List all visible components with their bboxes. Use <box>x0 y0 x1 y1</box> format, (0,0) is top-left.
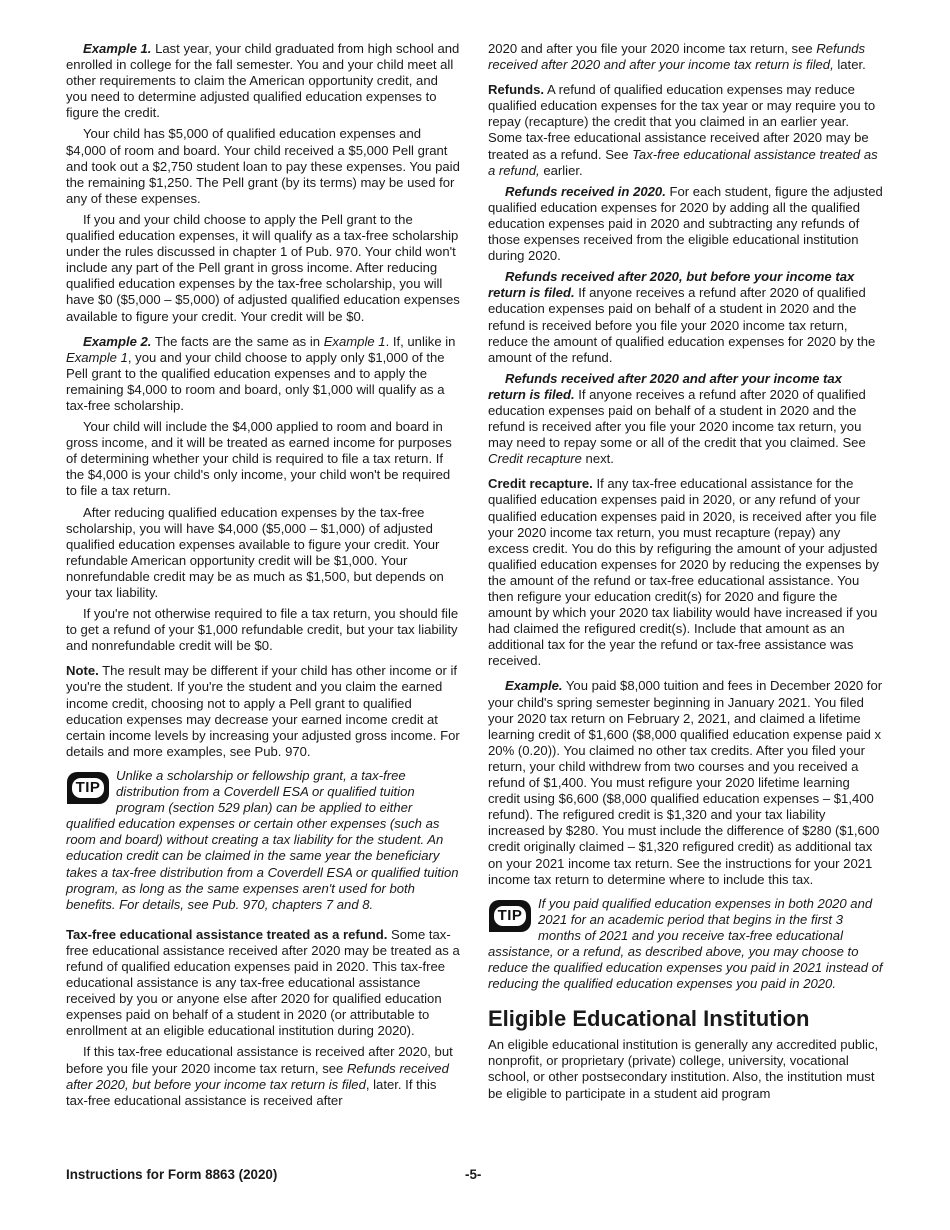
note-paragraph <box>66 663 461 760</box>
text: If any tax-free educational assistance for the qualified education expenses paid in 2020, or any refund of your qualified education expenses paid in 2020, is received after you file your 2020 income tax return, you must recapture (repay) any excess credit. You do this by refiguring the amount of your adjusted qualified education expenses for 2020 by reducing the expenses by the amount of the refund or tax-free educational assistance. You then refigure your education credit(s) for 2020 and figure the amount by which your 2020 tax liability would have increased if you had claimed the refigured credit(s). Include that amount as an additional tax for the year the refund or tax-free assistance was received. <box>488 476 879 669</box>
footer-title: Instructions for Form 8863 (2020) <box>66 1167 278 1182</box>
page-number: -5- <box>465 1167 482 1182</box>
tax-free-assistance-paragraph <box>66 927 461 1040</box>
paragraph: After reducing qualified education expenses by the tax-free scholarship, you will have $4,000 ($5,000 – $1,000) of adjusted qualified education expenses available to figure your credit. Your refundable American opportunity credit will be $1,000. Your nonrefundable credit may be as much as $1,500, but depends on your tax liability. <box>66 504 444 600</box>
text: You paid $8,000 tuition and fees in December 2020 for your child's spring semester beginning in January 2021. You filed your 2020 tax return on February 2, 2021, and claimed a lifetime learning credit of $1,600 ($8,000 qualified education expense paid x 20% (0.20)). You claimed no other tax credits. After you filed your return, your child withdrew from two courses and you received a refund of $1,400. You must refigure your 2020 lifetime learning credit using $6,600 ($8,000 qualified education expenses – $1,400 refund). The refigured credit is $1,320 and your tax liability increased by $280. You must include the difference of $280 ($1,600 credit originally claimed – $1,320 refigured credit) as additional tax on your 2021 income tax return. See the instructions for your 2021 income tax return to determine where to include this tax. <box>488 678 883 887</box>
note-lead: Note. <box>66 663 99 679</box>
refunds-after-paragraph <box>488 371 883 468</box>
tip-box <box>66 768 461 913</box>
text: next. <box>585 451 614 467</box>
reference: Tax-free educational assistance treated as a refund, <box>488 146 878 178</box>
reference: Example 1 <box>66 349 128 365</box>
text: Some tax-free educational assistance received after 2020 may be treated as a refund of qualified education expenses paid in 2020. This tax-free educational assistance is any tax-free educational assistance received by you or anyone else after 2020 for qualified education expenses paid on behalf of a student in 2020 (or attributable to enrollment at an eligible educational institution during 2020). <box>66 926 460 1039</box>
tax-free-assistance-lead: Tax-free educational assistance treated as a refund. <box>66 926 388 942</box>
paragraph <box>66 1044 461 1108</box>
continued-paragraph <box>488 41 883 73</box>
text: The facts are the same as in <box>154 333 321 349</box>
reference: Credit recapture <box>488 451 582 467</box>
tip-text: If you paid qualified education expenses in both 2020 and 2021 for an academic period that begins in the first 3 months of 2021 and you receive tax-free educational assistance, or a refund, as described above, you may choose to reduce the qualified education expenses you paid in 2021 instead of reducing the qualified education expenses you paid in 2020. <box>488 895 883 992</box>
credit-recapture-paragraph <box>488 476 883 669</box>
example-2-lead: Example 2. <box>83 333 152 349</box>
example-lead: Example. <box>505 678 563 694</box>
refunds-2020-paragraph <box>488 184 883 264</box>
text: If anyone receives a refund after 2020 of qualified education expenses paid on behalf of a student in 2020 and the refund is received after you file your 2020 income tax return, you may need to repay some or all of the credit that you claimed. See <box>488 386 866 451</box>
refunds-before-paragraph <box>488 269 883 366</box>
credit-recapture-lead: Credit recapture. <box>488 476 593 492</box>
paragraph: If you and your child choose to apply the Pell grant to the qualified education expenses, it will qualify as a tax-free scholarship under the rules discussed in chapter 1 of Pub. 970. Your child won't include any part of the Pell grant in gross income. After reducing qualified education expenses by the tax-free scholarship, you will have $0 ($5,000 – $5,000) of adjusted qualified education expenses available to figure your credit. Your credit will be $0. <box>66 211 460 324</box>
tip-text: Unlike a scholarship or fellowship grant, a tax-free distribution from a Coverdell ESA or qualified tuition program (section 529 plan) can be applied to either qualified education expenses or certain other expenses (such as room and board) without creating a tax liability for the student. An education credit can be claimed in the same year the beneficiary takes a tax-free distribution from a Coverdell ESA or qualified tuition program, as long as the same expenses aren't used for both benefits. For details, see Pub. 970, chapters 7 and 8. <box>66 767 459 912</box>
text: . If, unlike in <box>385 333 456 349</box>
text: earlier. <box>543 162 583 178</box>
text: If anyone receives a refund after 2020 of qualified education expenses paid on behalf of a student in 2020 and the refund is received before you file your 2020 income tax return, reduce the amount of qualified education expenses for 2020 by the amount of the refund. <box>488 285 876 365</box>
example-paragraph <box>488 678 883 887</box>
text: 2020 and after you file your 2020 income tax return, see <box>488 41 813 56</box>
example-2-paragraph <box>66 334 461 414</box>
refunds-2020-lead: Refunds received in 2020. <box>505 183 666 199</box>
paragraph: If you're not otherwise required to file a tax return, you should file to get a refund of your $1,000 refundable credit, but your tax liability and nonrefundable credit will be $0. <box>66 606 459 654</box>
text: A refund of qualified education expenses may reduce qualified education expenses for the tax year or may require you to repay (recapture) the credit that you claimed in an earlier year. Some tax-free educational assistance received after 2020 may be treated as a refund. See <box>488 82 876 162</box>
text: If this tax-free educational assistance is received after 2020, but before you file your 2020 income tax return, see <box>66 1044 453 1076</box>
paragraph: Your child will include the $4,000 applied to room and board in gross income, and it will be treated as earned income for purposes of determining whether your child is required to file a tax return. If the $4,000 is your child's only income, your child won't be required to file a tax return. <box>66 419 452 499</box>
paragraph: Your child has $5,000 of qualified education expenses and $4,000 of room and board. Your child received a $5,000 Pell grant and took out a $2,750 student loan to pay these expenses. You paid the remaining $1,250. The Pell grant (by its terms) may be used for any of these expenses. <box>66 126 460 206</box>
refunds-before-lead: Refunds received after 2020, but before your income tax return is filed. <box>488 269 855 301</box>
section-heading: Eligible Educational Institution <box>488 1006 810 1032</box>
example-1-paragraph <box>66 41 461 121</box>
tip-label: TIP <box>494 906 527 926</box>
tip-label: TIP <box>72 778 105 798</box>
reference: Example 1 <box>323 333 386 349</box>
left-column <box>66 41 461 1114</box>
text: , later. If this tax-free educational assistance is received after <box>66 1076 437 1108</box>
text: later. <box>837 57 866 73</box>
note-text: The result may be different if your child has other income or if you're the student. If you're the student and you claim the earned income credit, choosing not to apply a Pell grant to qualified education expenses may decrease your earned income credit at certain income levels by increasing your adjusted gross income. For details and more examples, see Pub. 970. <box>66 663 460 759</box>
refunds-lead: Refunds. <box>488 82 545 98</box>
tip-box <box>488 896 883 993</box>
right-column <box>488 41 883 1107</box>
tip-icon <box>66 770 110 806</box>
text: , you and your child choose to apply only $1,000 of the Pell grant to the qualified education expenses and to apply the remaining $4,000 to room and board, only $1,000 will qualify as a tax-free scholarship. <box>66 349 445 413</box>
refunds-after-lead: Refunds received after 2020 and after your income tax return is filed. <box>488 370 842 402</box>
paragraph: An eligible educational institution is generally any accredited public, nonprofit, or proprietary (private) college, university, vocational school, or other postsecondary institution. Also, the institution must be eligible to participate in a student aid program <box>488 1037 879 1101</box>
example-1-text: Last year, your child graduated from high school and enrolled in college for the fall semester. You and your child meet all other requirements to claim the American opportunity credit, and you need to determine adjusted qualified education expenses to figure the credit. <box>66 41 460 121</box>
text: For each student, figure the adjusted qualified education expenses for 2020 by adding all the qualified education expenses paid in 2020 and subtracting any refunds of those expenses received from the eligible educational institution during 2020. <box>488 183 883 264</box>
tip-icon <box>488 898 532 934</box>
reference: Refunds received after 2020, but before your income tax return is filed <box>66 1060 449 1092</box>
reference: Refunds received after 2020 and after your income tax return is filed, <box>488 41 866 73</box>
refunds-paragraph <box>488 82 883 179</box>
example-1-lead: Example 1. <box>83 41 152 56</box>
